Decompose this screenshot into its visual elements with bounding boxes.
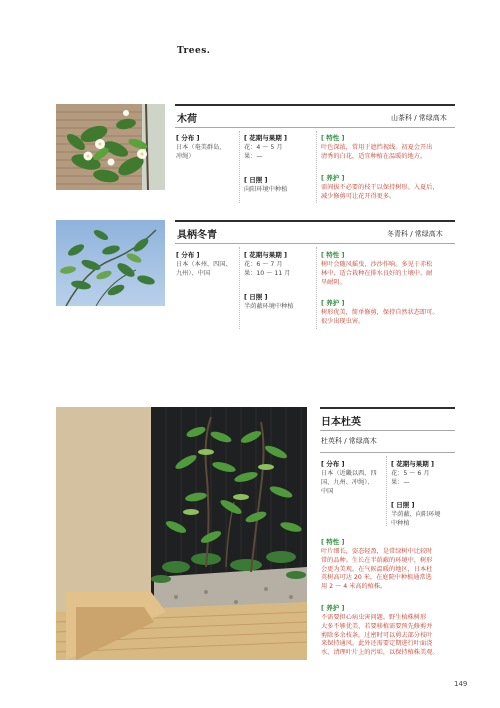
column-divider bbox=[239, 247, 240, 329]
plant-divider bbox=[320, 452, 455, 453]
bloom-fruit-label: [ 花期与果期 ] bbox=[391, 460, 434, 468]
distribution-text bbox=[176, 261, 241, 279]
plant-family: 杜英科 / 常绿高木 bbox=[321, 437, 377, 445]
plant-family: 冬青科 / 常绿高木 bbox=[387, 230, 443, 238]
distribution-label: [ 分布 ] bbox=[321, 460, 345, 468]
plant-header-rule bbox=[175, 220, 455, 222]
care-line: 树形优美，简单修剪，保持自然状态即可。 bbox=[321, 309, 439, 316]
plant-photo-muhe bbox=[56, 104, 165, 190]
sunlight-line: 半荫蔽环境中种植 bbox=[244, 303, 294, 310]
sunlight-label: [ 日照 ] bbox=[244, 176, 268, 184]
bloom-fruit-label: [ 花期与果期 ] bbox=[244, 251, 287, 259]
care-line: 水，清理叶片上的污垢，以保持植株美观。 bbox=[321, 649, 439, 657]
distribution-text bbox=[321, 470, 387, 496]
bloom-line: 花：4 ～ 5 月 bbox=[244, 144, 283, 151]
page-number: 149 bbox=[454, 680, 468, 688]
plant-divider bbox=[175, 127, 455, 128]
column-divider bbox=[316, 131, 317, 203]
column-divider bbox=[386, 456, 387, 526]
care-label: [ 养护 ] bbox=[321, 604, 345, 612]
bloom-fruit-label: [ 花期与果期 ] bbox=[244, 134, 287, 142]
care-label: [ 养护 ] bbox=[321, 299, 345, 307]
distribution-line: 冲绳） bbox=[176, 152, 195, 160]
care-text bbox=[321, 184, 455, 202]
plant-header-rule bbox=[175, 104, 455, 106]
bloom-fruit-text bbox=[391, 470, 430, 488]
features-line: 树叶会随风摇曳，沙沙作响。多见于赤松 bbox=[321, 261, 433, 268]
distribution-text bbox=[176, 144, 241, 162]
features-label: [ 特性 ] bbox=[321, 538, 345, 546]
care-line: 剪除多余枝条。过密时可以剪去部分枝叶 bbox=[321, 631, 433, 639]
distribution-line: 日本（奄美群岛、 bbox=[176, 144, 226, 151]
care-label: [ 养护 ] bbox=[321, 174, 345, 182]
bloom-line: 花：6 ～ 7 月 bbox=[244, 261, 283, 268]
features-label: [ 特性 ] bbox=[321, 251, 345, 259]
bloom-fruit-text bbox=[244, 261, 290, 279]
features-line: 旱耐阴。 bbox=[321, 278, 346, 286]
features-line: 叶色深浓，常用于遮挡视线。初夏会开出 bbox=[321, 144, 433, 151]
distribution-label: [ 分布 ] bbox=[176, 134, 200, 142]
features-line: 清秀的白花，适宜种植在温暖的地方。 bbox=[321, 152, 427, 160]
plant-name: 具柄冬青 bbox=[177, 230, 217, 241]
sunlight-line: 中种植 bbox=[391, 519, 410, 527]
bloom-line: 花：5 ～ 6 月 bbox=[391, 470, 430, 477]
muhe-illustration bbox=[56, 104, 165, 190]
distribution-line: 九州）、中国 bbox=[176, 269, 211, 277]
features-line: 用 2 ～ 4 米高的植株。 bbox=[321, 583, 387, 591]
features-line: 会更为美观。在气候温暖的地区，日本杜 bbox=[321, 565, 433, 573]
sunlight-text bbox=[244, 303, 294, 312]
ribenduying-illustration bbox=[56, 407, 307, 660]
plant-divider bbox=[320, 430, 455, 431]
sunlight-line: 向阳环境中种植 bbox=[244, 186, 288, 193]
care-line: 大多不够优美，若要移植需要预先修剪并 bbox=[321, 622, 433, 630]
care-line: 减少修剪可让花开得更多。 bbox=[321, 192, 396, 200]
sunlight-label: [ 日照 ] bbox=[391, 501, 415, 509]
plant-divider bbox=[175, 243, 455, 244]
features-line: 叶片细长，姿态轻盈，是常绿树中比较时 bbox=[321, 548, 433, 555]
sunlight-label: [ 日照 ] bbox=[244, 293, 268, 301]
sunlight-line: 半荫蔽、向阳环境 bbox=[391, 511, 441, 518]
features-label: [ 特性 ] bbox=[321, 134, 345, 142]
plant-header-rule bbox=[320, 407, 455, 409]
features-line: 英树高可达 20 米，在庭院中种植通常选 bbox=[321, 574, 432, 582]
sunlight-text bbox=[391, 511, 441, 529]
distribution-label: [ 分布 ] bbox=[176, 251, 200, 259]
features-text bbox=[321, 548, 455, 592]
care-line: 不需要担心病虫害问题。野生植株树形 bbox=[321, 614, 427, 621]
plant-family: 山茶科 / 常绿高木 bbox=[391, 114, 447, 122]
features-text bbox=[321, 144, 455, 162]
column-divider bbox=[239, 131, 240, 203]
bloom-fruit-text bbox=[244, 144, 283, 162]
sunlight-text bbox=[244, 186, 287, 195]
distribution-line: 日本（近畿以西、四 bbox=[321, 470, 377, 477]
plant-photo-jubingdongqing bbox=[56, 220, 165, 306]
plant-name: 木荷 bbox=[177, 114, 197, 125]
fruit-line: 果：— bbox=[391, 478, 410, 486]
distribution-line: 国、九州、冲绳）、 bbox=[321, 478, 374, 486]
features-line: 林中，适合栽种在排水良好的土壤中。耐 bbox=[321, 269, 433, 277]
care-line: 很少出现虫害。 bbox=[321, 317, 365, 325]
distribution-line: 日本（本州、四国、 bbox=[176, 261, 232, 268]
plant-photo-ribenduying bbox=[56, 407, 307, 660]
fruit-line: 果：— bbox=[244, 152, 263, 160]
care-text bbox=[321, 309, 455, 327]
jubingdongqing-illustration bbox=[56, 220, 165, 306]
features-text bbox=[321, 261, 455, 287]
features-line: 常的品种。生长在半荫蔽的环境中，树形 bbox=[321, 556, 433, 564]
care-line: 需间拔不必要的枝干以保持树形。入夏后， bbox=[321, 184, 439, 191]
care-text bbox=[321, 614, 455, 658]
distribution-line: 中国 bbox=[321, 487, 334, 495]
section-title: Trees. bbox=[177, 46, 211, 56]
fruit-line: 果：10 ～ 11 月 bbox=[244, 269, 291, 277]
plant-name: 日本杜英 bbox=[321, 417, 361, 428]
column-divider bbox=[316, 247, 317, 329]
care-line: 来保持通风。此外还需要定期进行叶面浇 bbox=[321, 640, 433, 648]
